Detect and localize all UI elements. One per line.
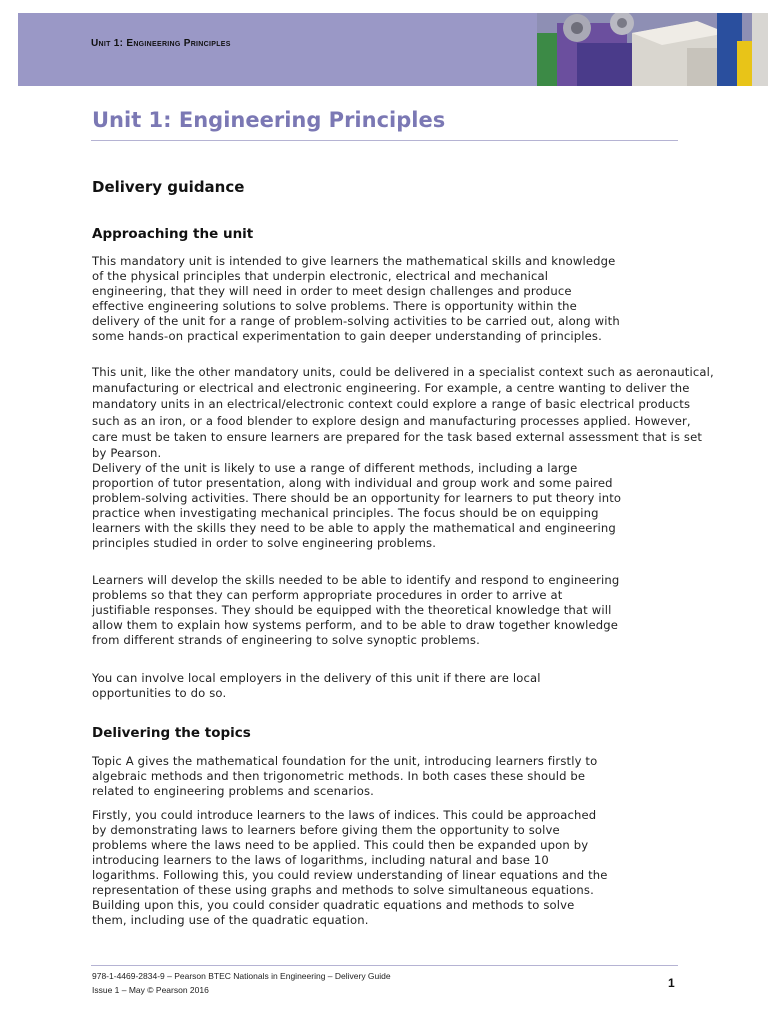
engineering-machinery-icon bbox=[537, 13, 768, 86]
footer-isbn: 978-1-4469-2834-9 – Pearson BTEC Nationals in Engineering – Delivery Guide bbox=[92, 971, 391, 981]
footer-issue: Issue 1 – May © Pearson 2016 bbox=[92, 985, 209, 995]
paragraph: This mandatory unit is intended to give learners the mathematical skills and knowledge of the physical principles that underpin electronic, electrical and mechanical engineering, that they will need in order to meet design challenges and produce effective engineering solutions to solve problems. There is opportunity within the delivery of the unit for a range of problem-solving activities to be carried out, along with some hands-on practical experimentation to gain deeper understanding of principles. bbox=[92, 254, 620, 343]
section-heading: Delivery guidance bbox=[92, 178, 245, 196]
page-number: 1 bbox=[668, 976, 675, 990]
paragraph: You can involve local employers in the delivery of this unit if there are local opportunities to do so. bbox=[92, 671, 541, 700]
subheading-delivering: Delivering the topics bbox=[92, 725, 251, 741]
paragraph: Firstly, you could introduce learners to the laws of indices. This could be approached by demonstrating laws to learners before giving them the opportunity to solve problems where the laws need to be applied. This could then be expanded upon by introducing learners to the laws of logarithms, including natural and base 10 logarithms. Following this, you could review understanding of linear equations and the representation of these using graphs and methods to solve simultaneous equations. Building upon this, you could consider quadratic equations and methods to solve them, including use of the quadratic equation. bbox=[92, 808, 608, 927]
footer-divider bbox=[91, 965, 678, 966]
paragraph: Delivery of the unit is likely to use a range of different methods, including a large proportion of tutor presentation, along with individual and group work and some paired problem-solving activities. There should be an opportunity for learners to put theory into practice when investigating mechanical principles. The focus should be on equipping learners with the skills they need to be able to apply the mathematical and engineering principles studied in order to solve engineering problems. bbox=[92, 461, 622, 550]
running-header: Unit 1: Engineering Principles bbox=[91, 38, 231, 49]
page-title: Unit 1: Engineering Principles bbox=[92, 108, 446, 132]
paragraph: Topic A gives the mathematical foundation for the unit, introducing learners firstly to algebraic methods and then trigonometric methods. In both cases these should be related to engineering problems and scenarios. bbox=[92, 754, 598, 798]
subheading-approaching: Approaching the unit bbox=[92, 226, 254, 242]
title-divider bbox=[91, 140, 678, 141]
header-band bbox=[18, 13, 768, 86]
paragraph: Learners will develop the skills needed to be able to identify and respond to engineering problems so that they can perform appropriate procedures in order to arrive at justifiable responses. They should be equipped with the theoretical knowledge that will allow them to explain how systems perform, and to be able to draw together knowledge from different strands of engineering to solve synoptic problems. bbox=[92, 573, 620, 647]
paragraph: This unit, like the other mandatory units, could be delivered in a specialist context such as aeronautical, manufacturing or electrical and electronic engineering. For example, a centre wanting to deliver the mandatory units in an electrical/electronic context could explore a range of basic electrical products such as an iron, or a food blender to explore design and manufacturing processes applied. However, care must be taken to ensure learners are prepared for the task based external assessment that is set by Pearson. bbox=[92, 365, 714, 461]
